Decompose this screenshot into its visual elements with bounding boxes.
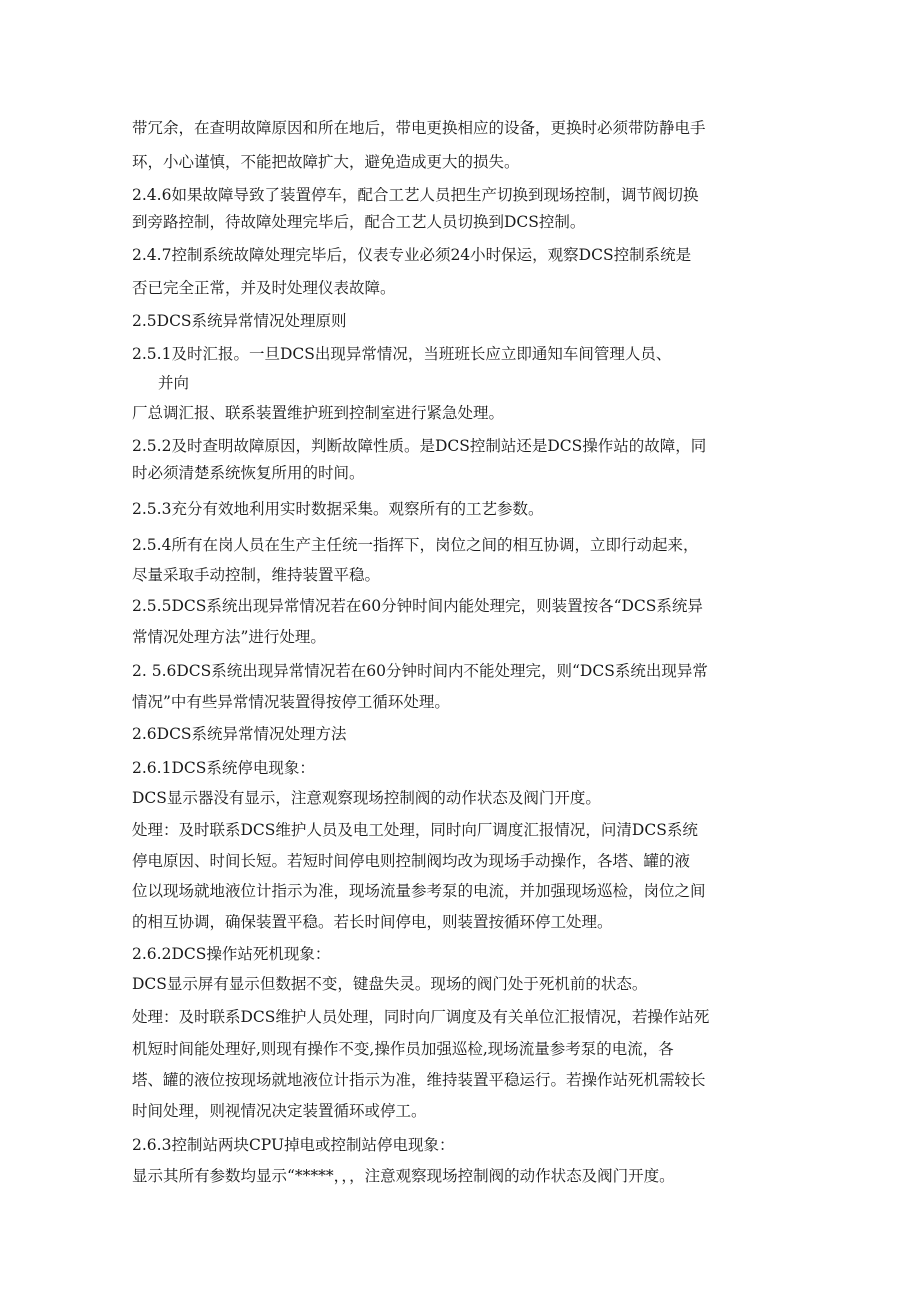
text-line: 2.4.7控制系统故障处理完毕后，仪表专业必须24小时保运，观察DCS控制系统是 (132, 246, 692, 264)
text-line: 停电原因、时间长短。若短时间停电则控制阀均改为现场手动操作，各塔、罐的液 (132, 852, 691, 870)
text-line: 机短时间能处理好,则现有操作不变,操作员加强巡检,现场流量参考泵的电流，各 (132, 1040, 674, 1058)
text-line: 2. 5.6DCS系统出现异常情况若在60分钟时间内不能处理完，则“DCS系统出现异常 (132, 662, 708, 680)
text-line: 处理：及时联系DCS维护人员处理，同时向厂调度及有关单位汇报情况，若操作站死 (132, 1008, 710, 1026)
text-line: 尽量采取手动控制，维持装置平稳。 (132, 566, 381, 584)
text-line: 厂总调汇报、联系装置维护班到控制室进行紧急处理。 (132, 404, 505, 422)
text-line: 环，小心谨慎，不能把故障扩大，避免造成更大的损失。 (132, 153, 520, 171)
text-line: 2.6.3控制站两块CPU掉电或控制站停电现象： (132, 1136, 455, 1154)
text-line: 位以现场就地液位计指示为准，现场流量参考泵的电流，并加强现场巡检，岗位之间 (132, 882, 706, 900)
text-line: 塔、罐的液位按现场就地液位计指示为准，维持装置平稳运行。若操作站死机需较长 (132, 1071, 706, 1089)
text-line: 2.5.2及时查明故障原因，判断故障性质。是DCS控制站还是DCS操作站的故障，同 (132, 437, 707, 455)
text-line: 2.4.6如果故障导致了装置停车，配合工艺人员把生产切换到现场控制，调节阀切换 (132, 186, 699, 204)
text-line: 情况”中有些异常情况装置得按停工循环处理。 (132, 693, 450, 711)
text-line: 并向 (158, 374, 190, 392)
text-line: 的相互协调，确保装置平稳。若长时间停电，则装置按循环停工处理。 (132, 913, 613, 931)
text-line: 时必须清楚系统恢复所用的时间。 (132, 464, 365, 482)
text-line: 处理：及时联系DCS维护人员及电工处理，同时向厂调度汇报情况，问清DCS系统 (132, 821, 698, 839)
text-line: 2.5.5DCS系统出现异常情况若在60分钟时间内能处理完，则装置按各“DCS系统异 (132, 597, 703, 615)
section-heading: 2.6DCS系统异常情况处理方法 (132, 725, 347, 743)
text-line: DCS显示屏有显示但数据不变，键盘失灵。现场的阀门处于死机前的状态。 (132, 975, 648, 993)
text-line: 带冗余，在查明故障原因和所在地后，带电更换相应的设备，更换时必须带防静电手 (132, 119, 706, 137)
text-line: 常情况处理方法”进行处理。 (132, 628, 326, 646)
text-line: 到旁路控制，待故障处理完毕后，配合工艺人员切换到DCS控制。 (132, 213, 586, 231)
section-heading: 2.5DCS系统异常情况处理原则 (132, 312, 347, 330)
text-line: 2.5.3充分有效地利用实时数据采集。观察所有的工艺参数。 (132, 500, 544, 518)
text-line: 2.5.4所有在岗人员在生产主任统一指挥下，岗位之间的相互协调，立即行动起来， (132, 536, 699, 554)
text-line: 显示其所有参数均显示“*****，，，注意观察现场控制阀的动作状态及阀门开度。 (132, 1167, 675, 1185)
text-line: 2.6.1DCS系统停电现象： (132, 759, 315, 777)
text-line: 2.6.2DCS操作站死机现象： (132, 945, 331, 963)
text-line: 2.5.1及时汇报。一旦DCS出现异常情况，当班班长应立即通知车间管理人员、 (132, 345, 672, 363)
text-line: 时间处理，则视情况决定装置循环或停工。 (132, 1102, 427, 1120)
text-line: DCS显示器没有显示，注意观察现场控制阀的动作状态及阀门开度。 (132, 789, 601, 807)
text-line: 否已完全正常，并及时处理仪表故障。 (132, 279, 396, 297)
